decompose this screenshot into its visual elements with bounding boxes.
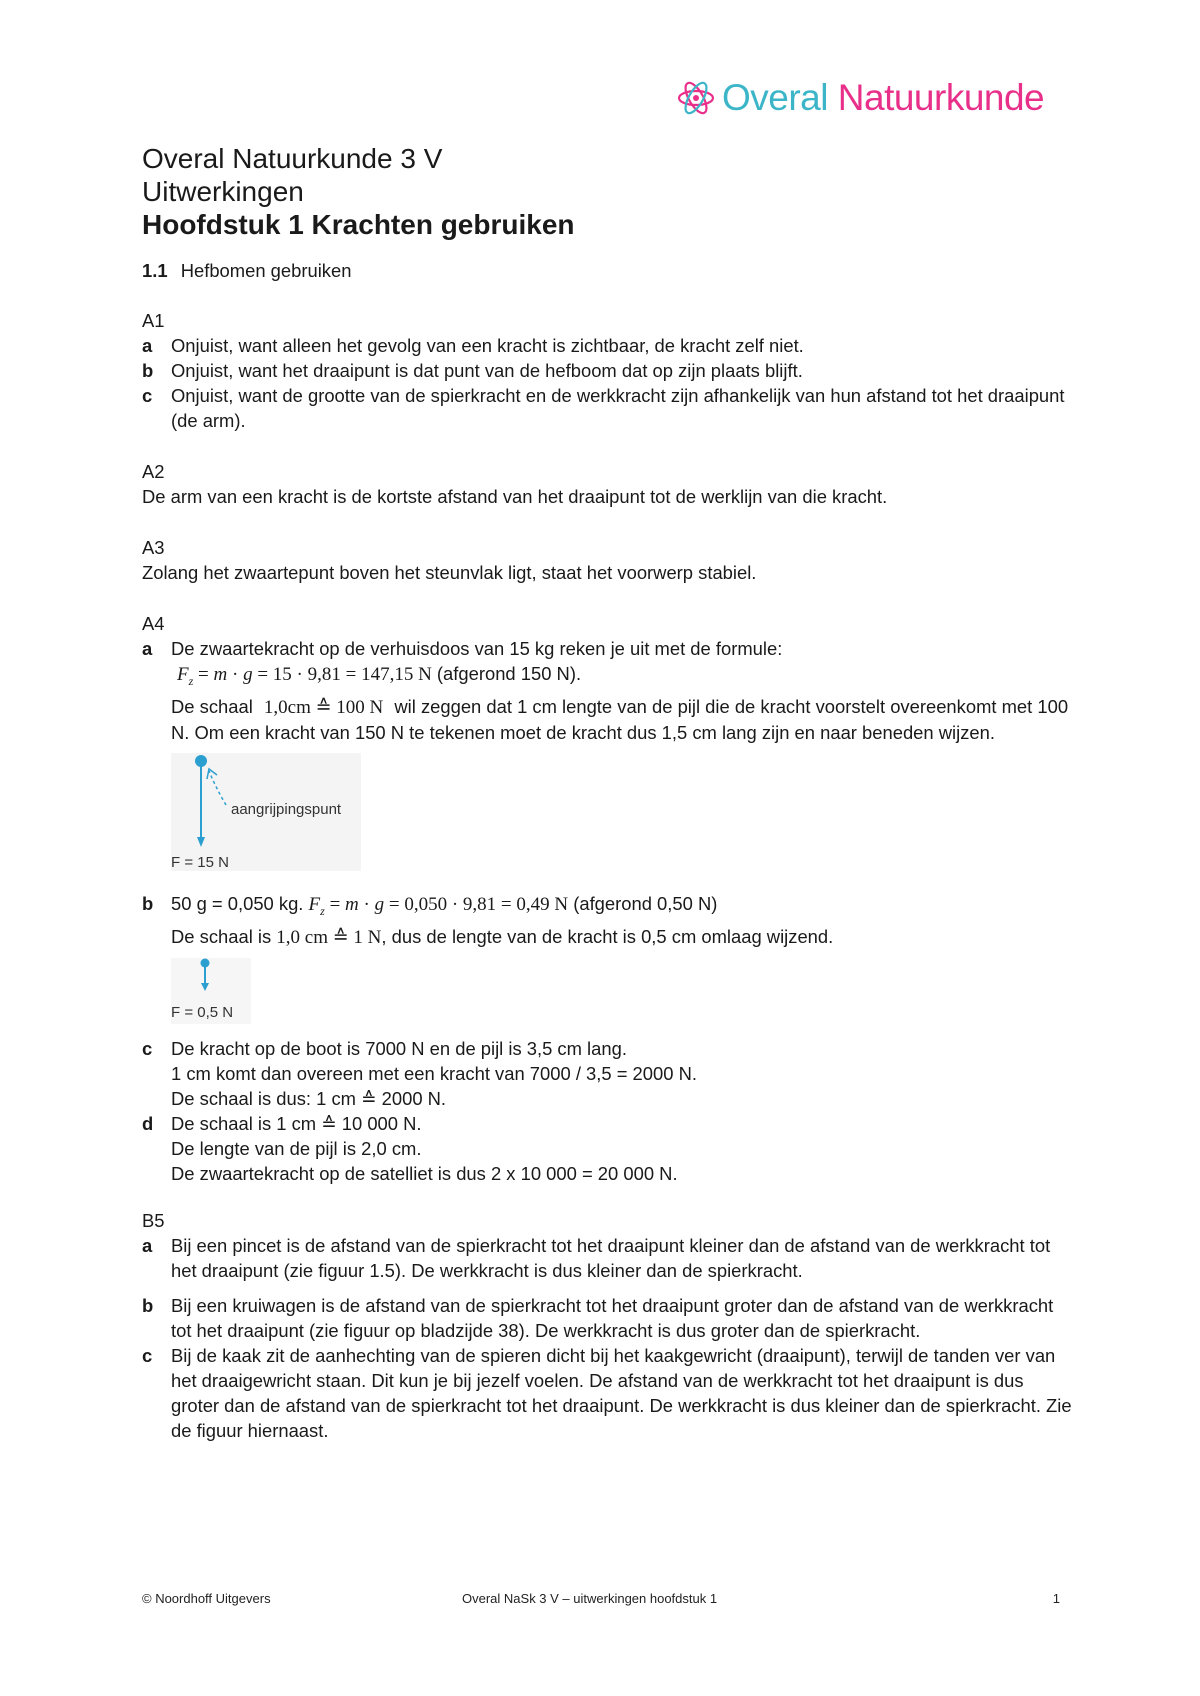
answer-item <box>142 383 1072 433</box>
answer-text: 50 g = 0,050 kg. <box>171 892 304 914</box>
answer-text: Bij een pincet is de afstand van de spierkracht tot het draaipunt kleiner dan de afstand van de werkkracht tot het draaipunt (zie figuur 1.5). De werkkracht is dus kleiner dan de spierkracht. <box>171 1234 1051 1281</box>
formula-note: (afgerond 150 N). <box>436 663 582 684</box>
item-letter: b <box>142 892 154 914</box>
question-label: A1 <box>142 310 165 331</box>
answer-text: De zwaartekracht op de verhuisdoos van 15 kg reken je uit met de formule: <box>171 638 783 659</box>
title-line-subtitle: Uitwerkingen <box>142 176 304 207</box>
answer-item <box>142 358 1072 383</box>
answer-line: 1 cm komt dan overeen met een kracht van 7000 / 3,5 = 2000 N. <box>171 1062 697 1084</box>
answer-text: Bij een kruiwagen is de afstand van de spierkracht tot het draaipunt groter dan de afstand van de werkkracht tot het draaipunt (zie figuur op bladzijde 38). De werkkracht is dus groter dan de spierkracht. <box>171 1294 1054 1341</box>
question-a4 <box>142 611 1072 1186</box>
figure-label-force: F = 15 N <box>171 853 229 871</box>
title-line-course: Overal Natuurkunde 3 V <box>142 143 443 174</box>
answer-line: De schaal is dus: 1 cm ≙ 2000 N. <box>171 1087 447 1109</box>
answer-item <box>142 1293 1072 1343</box>
item-letter: d <box>142 1112 154 1134</box>
force-arrow-figure-15n <box>171 753 361 871</box>
document-title <box>142 142 575 241</box>
scale-prefix: De schaal is <box>171 925 272 947</box>
formula-lhs: $F_z = m \cdot g$ <box>308 893 385 918</box>
formula-lhs: $F_z = m \cdot g$ <box>177 664 253 688</box>
answer-text: Onjuist, want alleen het gevolg van een kracht is zichtbaar, de kracht zelf niet. <box>171 335 804 356</box>
question-a2 <box>142 459 1072 509</box>
title-line-chapter: Hoofdstuk 1 Krachten gebruiken <box>142 209 575 240</box>
answer-body <box>171 1036 1072 1111</box>
formula: = 15 · 9,81 = 147,15 N <box>257 664 432 685</box>
scale-prefix: De schaal <box>171 695 253 717</box>
section-heading <box>142 258 1072 283</box>
answer-body <box>171 891 1072 950</box>
section-title: Hefbomen gebruiken <box>180 260 352 281</box>
answer-line: De kracht op de boot is 7000 N en de pijl is 3,5 cm lang. <box>171 1037 627 1059</box>
footer-document-title: Overal NaSk 3 V – uitwerkingen hoofdstuk 1 <box>462 1591 718 1606</box>
item-letter: a <box>142 638 153 659</box>
answer-text: De arm van een kracht is de kortste afstand van het draaipunt tot de werklijn van die kracht. <box>142 486 888 507</box>
item-letter: c <box>142 1344 153 1366</box>
question-label: A4 <box>142 613 165 634</box>
answer-item <box>142 636 1072 745</box>
item-letter: b <box>142 360 154 381</box>
scale-value: 1,0cm ≙ 100 N <box>263 696 384 718</box>
answer-body <box>171 1111 1072 1186</box>
logo-text <box>722 77 1044 119</box>
item-letter: a <box>142 335 153 356</box>
item-letter: c <box>142 385 153 406</box>
section-number: 1.1 <box>142 260 168 281</box>
answer-text: Onjuist, want het draaipunt is dat punt van de hefboom dat op zijn plaats blijft. <box>171 360 803 381</box>
answer-text: Bij de kaak zit de aanhechting van de spieren dicht bij het kaakgewricht (draaipunt), terwijl de tanden ver van het draaigewricht staan. Dit kun je bij jezelf voelen. De afstand van de werkkracht tot het draaipunt is dus groter dan de afstand van de spierkracht tot het draaipunt. De werkkracht is dus kleiner dan de spierkracht. Zie de figuur hiernaast. <box>171 1344 1072 1441</box>
answer-item <box>142 1343 1072 1443</box>
question-a1 <box>142 308 1072 433</box>
answer-text: Zolang het zwaartepunt boven het steunvlak ligt, staat het voorwerp stabiel. <box>142 562 757 583</box>
item-letter: b <box>142 1294 154 1316</box>
footer-page-number: 1 <box>1052 1591 1060 1606</box>
answer-text: , dus de lengte van de kracht is 0,5 cm omlaag wijzend. <box>381 925 834 947</box>
footer-copyright: © Noordhoff Uitgevers <box>142 1591 271 1606</box>
question-label: A3 <box>142 537 165 558</box>
answer-line: De lengte van de pijl is 2,0 cm. <box>171 1137 422 1159</box>
question-label: A2 <box>142 461 165 482</box>
figure-label-point: aangrijpingspunt <box>231 800 342 818</box>
question-a3 <box>142 535 1072 585</box>
answer-item <box>142 1233 1072 1283</box>
question-label: B5 <box>142 1209 165 1231</box>
force-arrow-figure-05n <box>171 958 251 1024</box>
answer-item <box>142 1111 1072 1186</box>
answer-item <box>142 891 1072 950</box>
answer-line: De zwaartekracht op de satelliet is dus 2 x 10 000 = 20 000 N. <box>171 1162 678 1184</box>
logo-word-natuurkunde: Natuurkunde <box>837 77 1045 118</box>
answer-text: Onjuist, want de grootte van de spierkracht en de werkkracht zijn afhankelijk van hun afstand tot het draaipunt (de arm). <box>171 385 1065 431</box>
answer-item <box>142 1036 1072 1111</box>
formula: = 0,050 · 9,81 = 0,49 N <box>388 893 569 915</box>
figure-label-force: F = 0,5 N <box>171 1003 234 1021</box>
formula-note: (afgerond 0,50 N) <box>573 892 718 914</box>
answer-text: wil zeggen dat 1 cm lengte van de pijl die de kracht voorstelt overeenkomt met 100 N. Om een kracht van 150 N te tekenen moet de kracht dus 1,5 cm lang zijn en naar beneden wijzen. <box>171 695 1069 743</box>
item-letter: a <box>142 1234 153 1256</box>
atom-icon <box>676 78 716 118</box>
logo-word-overal: Overal <box>722 77 828 118</box>
answer-line: De schaal is 1 cm ≙ 10 000 N. <box>171 1112 422 1134</box>
item-letter: c <box>142 1037 153 1059</box>
document-content <box>142 258 1072 1469</box>
publisher-logo <box>676 72 1044 124</box>
question-b5 <box>142 1208 1072 1443</box>
answer-body <box>171 636 1072 745</box>
scale-value: 1,0 cm ≙ 1 N <box>276 926 382 948</box>
answer-item <box>142 333 1072 358</box>
